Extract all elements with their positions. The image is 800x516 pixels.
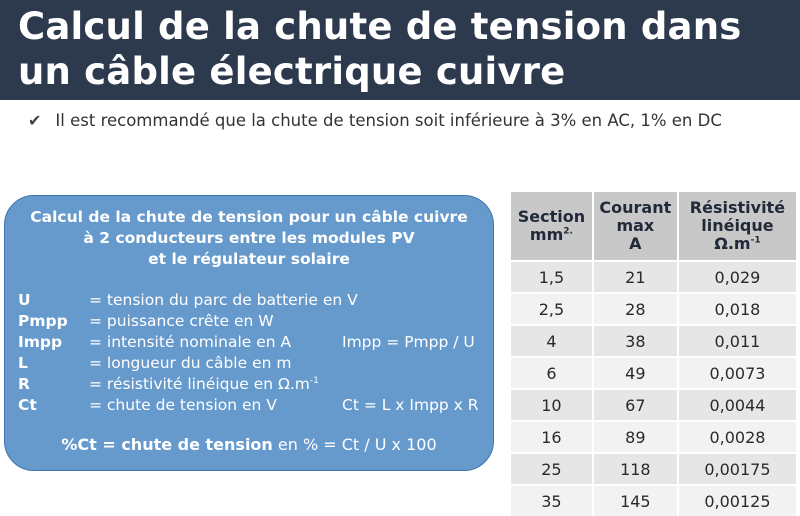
cell-resistivite: 0,0028 xyxy=(678,421,796,453)
table-row xyxy=(511,421,796,453)
cell-courant: 118 xyxy=(593,453,678,485)
definition-text: = puissance crête en W xyxy=(89,312,274,330)
percentage-formula xyxy=(5,435,493,454)
definition-symbol: L xyxy=(18,354,28,372)
definition-text: = longueur du câble en m xyxy=(89,354,292,372)
header-resistivite: Résistivité linéique $\Omega.m^{-1}$ xyxy=(678,192,796,261)
formula-box-heading xyxy=(5,207,493,270)
heading-line-2: à 2 conducteurs entre les modules PV xyxy=(83,229,415,247)
cell-section: 10 xyxy=(511,389,593,421)
cell-section: 2,5 xyxy=(511,293,593,325)
definition-symbol: R xyxy=(18,375,30,393)
heading-line-1: Calcul de la chute de tension pour un câble cuivre xyxy=(30,208,468,226)
title-bar xyxy=(0,0,800,100)
heading-line-3: et le régulateur solaire xyxy=(148,250,350,268)
definition-symbol: U xyxy=(18,291,31,309)
cell-section: 6 xyxy=(511,357,593,389)
title-line-1: Calcul de la chute de tension dans xyxy=(18,5,742,48)
definition-text: = résistivité linéique en Ω.m xyxy=(89,375,310,393)
cell-resistivite: 0,0073 xyxy=(678,357,796,389)
definition-text-r xyxy=(89,374,319,395)
check-icon: ✔ xyxy=(28,110,42,130)
definition-symbol: Ct xyxy=(18,396,37,414)
cell-section: 16 xyxy=(511,421,593,453)
cell-courant: 145 xyxy=(593,485,678,516)
definition-symbol: Impp xyxy=(18,333,63,351)
header-courant: Courant max A xyxy=(593,192,678,261)
title-line-2: un câble électrique cuivre xyxy=(18,50,566,93)
table-row xyxy=(511,357,796,389)
header-section: Section $mm^{2.}$ xyxy=(511,192,593,261)
cell-section: 35 xyxy=(511,485,593,516)
exponent: -1 xyxy=(309,375,319,386)
recommendation-text: Il est recommandé que la chute de tension soit inférieure à 3% en AC, 1% en DC xyxy=(55,110,722,130)
resistivity-table xyxy=(511,192,796,516)
definition-text: = chute de tension en V xyxy=(89,396,277,414)
table-row xyxy=(511,325,796,357)
cell-resistivite: 0,00175 xyxy=(678,453,796,485)
table-row xyxy=(511,261,796,293)
definition-text: = tension du parc de batterie en V xyxy=(89,291,358,309)
cell-resistivite: 0,029 xyxy=(678,261,796,293)
cell-courant: 21 xyxy=(593,261,678,293)
cell-section: 25 xyxy=(511,453,593,485)
cell-courant: 49 xyxy=(593,357,678,389)
cell-section: 4 xyxy=(511,325,593,357)
cell-section: 1,5 xyxy=(511,261,593,293)
ct-formula: Ct = L x Impp x R xyxy=(342,396,479,414)
cell-courant: 89 xyxy=(593,421,678,453)
cell-resistivite: 0,00125 xyxy=(678,485,796,516)
percentage-formula-text: en % = Ct / U x 100 xyxy=(272,435,437,454)
cell-resistivite: 0,018 xyxy=(678,293,796,325)
page-title xyxy=(18,4,741,94)
definition-symbol: Pmpp xyxy=(18,312,68,330)
table-header-row xyxy=(511,192,796,261)
percentage-formula-label: %Ct = chute de tension xyxy=(61,435,273,454)
cell-courant: 28 xyxy=(593,293,678,325)
table-row xyxy=(511,485,796,516)
impp-formula: Impp = Pmpp / U xyxy=(342,333,475,351)
recommendation-note xyxy=(28,108,722,132)
cell-courant: 67 xyxy=(593,389,678,421)
cell-courant: 38 xyxy=(593,325,678,357)
table-row xyxy=(511,389,796,421)
definition-text: = intensité nominale en A xyxy=(89,333,292,351)
table-row xyxy=(511,293,796,325)
cell-resistivite: 0,011 xyxy=(678,325,796,357)
formula-box xyxy=(4,195,494,471)
table-row xyxy=(511,453,796,485)
cell-resistivite: 0,0044 xyxy=(678,389,796,421)
